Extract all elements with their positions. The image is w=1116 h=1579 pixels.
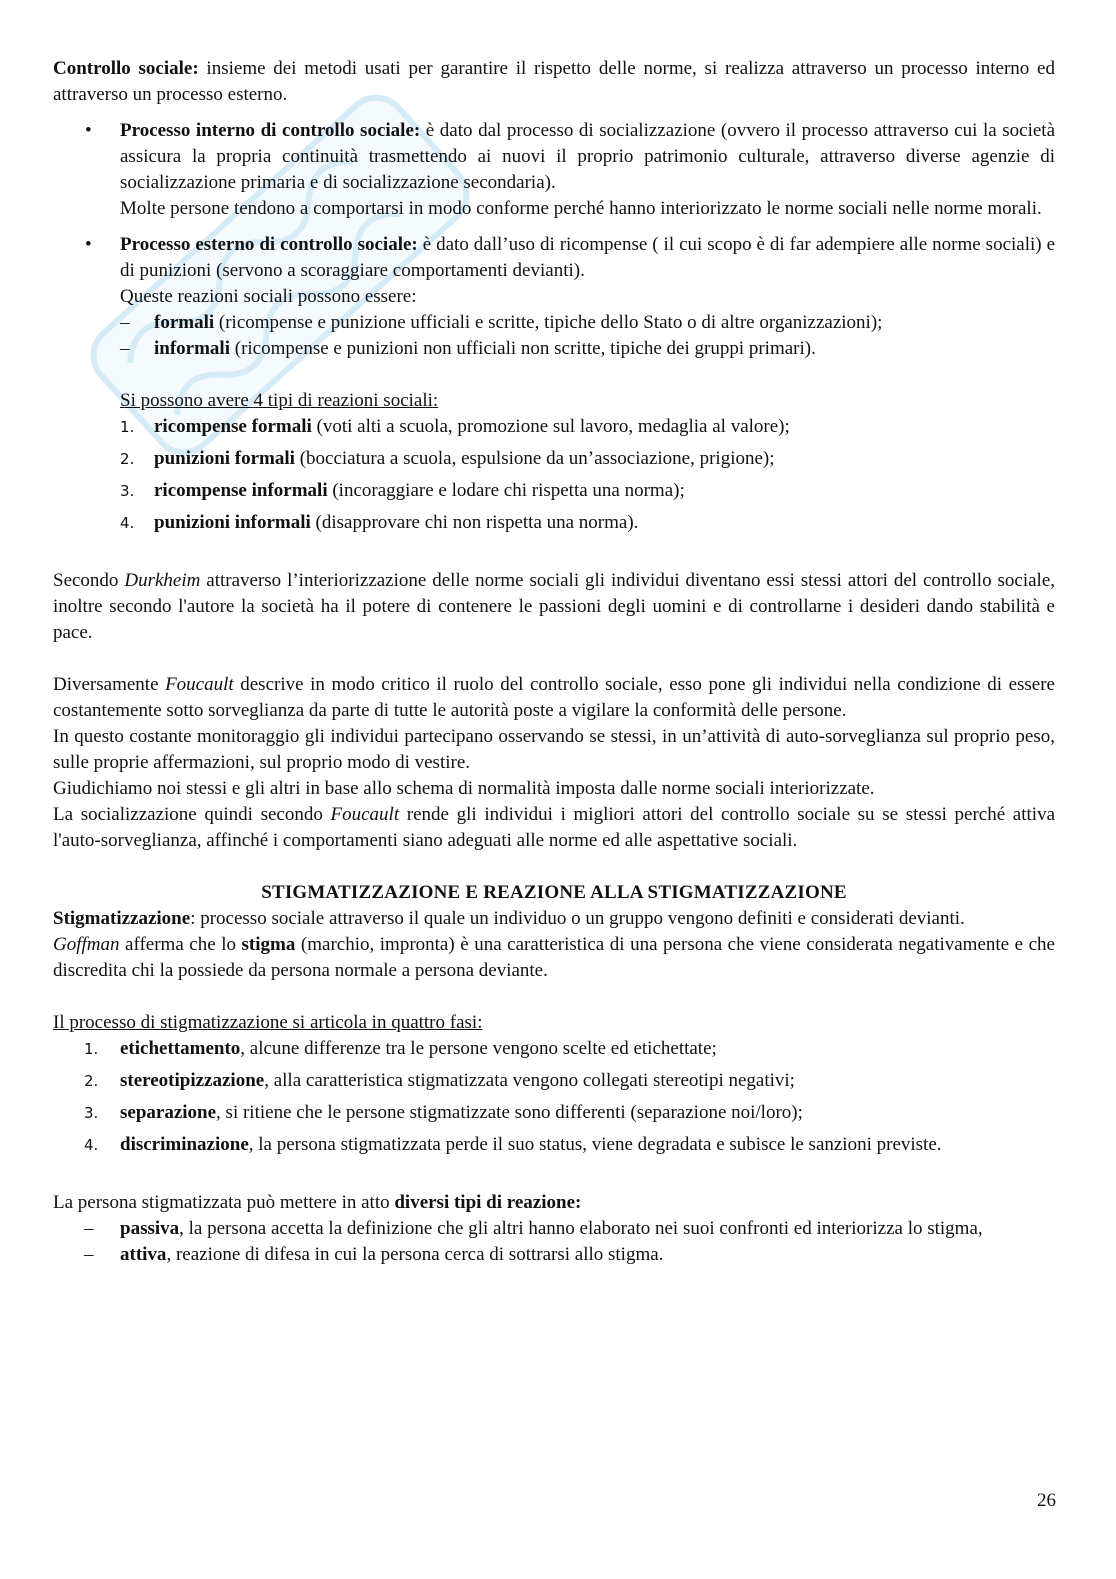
fasi-title: Il processo di stigmatizzazione si articola in quattro fasi: [53, 1012, 483, 1033]
foucault-paragraph-1: Diversamente Foucault descrive in modo critico il ruolo del controllo sociale, esso pone gli individui nella condizione di essere costantemente sotto sorveglianza da parte di tutte le autorità poste a vigilare la conformità delle persone. [53, 674, 1055, 721]
reazione-paragraph: La persona stigmatizzata può mettere in atto diversi tipi di reazione: [53, 1192, 582, 1213]
dash-icon: – [120, 312, 130, 333]
list-item: – informali (ricompense e punizioni non ufficiali non scritte, tipiche dei gruppi primari). [53, 336, 1055, 362]
reazioni-intro: Queste reazioni sociali possono essere: [120, 286, 417, 307]
goffman-paragraph: Goffman afferma che lo stigma (marchio, impronta) è una caratteristica di una persona che viene considerata negativamente e che discredita chi la possiede da persona normale a persona deviante. [53, 934, 1055, 981]
list-item: 3. ricompense informali (incoraggiare e lodare chi rispetta una norma); [120, 480, 685, 501]
list-item: 4. punizioni informali (disapprovare chi non rispetta una norma). [120, 512, 639, 533]
list-item: – passiva, la persona accetta la definizione che gli altri hanno elaborato nei suoi confronti ed interiorizza lo stigma, [53, 1216, 1055, 1242]
reazioni-list [53, 1216, 1055, 1268]
reazioni-types-list [53, 310, 1055, 362]
controllo-sociale-def: insieme dei metodi usati per garantire il rispetto delle norme, si realizza attraverso un processo interno ed attraverso un processo esterno. [53, 58, 1055, 105]
fasi-list [53, 1036, 1055, 1158]
foucault-paragraph-2: In questo costante monitoraggio gli individui partecipano osservando se stessi, in un’attività di auto-sorveglianza sul proprio peso, sulle proprie affermazioni, sul proprio modo di vestire. [53, 726, 1055, 773]
bullet-icon: • [85, 234, 92, 255]
durkheim-paragraph: Secondo Durkheim attraverso l’interiorizzazione delle norme sociali gli individui diventano essi stessi attori del controllo sociale, inoltre secondo l'autore la società ha il potere di contenere le passioni degli uomini e di controllarne i desideri dando stabilità e pace. [53, 570, 1055, 643]
dash-icon: – [84, 1218, 94, 1239]
list-item: 3. separazione, si ritiene che le persone stigmatizzate sono differenti (separazione noi/loro); [84, 1102, 803, 1123]
controllo-sociale-paragraph [53, 56, 1055, 108]
goffman-name: Goffman [53, 934, 120, 955]
foucault-paragraph-3: Giudichiamo noi stessi e gli altri in base allo schema di normalità imposta dalle norme sociali interiorizzate. [53, 778, 875, 799]
list-item: – attiva, reazione di difesa in cui la persona cerca di sottrarsi allo stigma. [53, 1242, 1055, 1268]
foucault-name: Foucault [330, 804, 400, 825]
processo-interno-item [53, 118, 1055, 222]
list-item: 2. stereotipizzazione, alla caratteristica stigmatizzata vengono collegati stereotipi negativi; [84, 1070, 795, 1091]
list-item: 1. ricompense formali (voti alti a scuola, promozione sul lavoro, medaglia al valore); [120, 416, 790, 437]
list-item: 4. discriminazione, la persona stigmatizzata perde il suo status, viene degradata e subisce le sanzioni previste. [84, 1134, 942, 1155]
stigmatizzazione-paragraph: Stigmatizzazione: processo sociale attraverso il quale un individuo o un gruppo vengono definiti e considerati devianti. [53, 908, 965, 929]
foucault-name: Foucault [165, 674, 234, 695]
page-number: 26 [1037, 1490, 1056, 1511]
processo-esterno-def: è dato dall’uso di ricompense ( il cui scopo è di far adempiere alle norme sociali) e di punizioni (servono a scoraggiare comportamenti devianti). [120, 234, 1056, 281]
foucault-paragraph-4: La socializzazione quindi secondo Foucault rende gli individui i migliori attori del controllo sociale su se stessi perché attiva l'auto-sorveglianza, affinché i comportamenti siano adeguati alle norme ed alle aspettative sociali. [53, 804, 1055, 851]
document-page [53, 56, 1055, 1268]
processo-esterno-term: Processo esterno di controllo sociale: [120, 234, 418, 255]
reazioni-list-title: Si possono avere 4 tipi di reazioni sociali: [120, 390, 439, 411]
list-item: 2. punizioni formali (bocciatura a scuola, espulsione da un’associazione, prigione); [120, 448, 775, 469]
dash-icon: – [84, 1244, 94, 1265]
list-item: – formali (ricompense e punizione ufficiali e scritte, tipiche dello Stato o di altre organizzazioni); [53, 310, 1055, 336]
processo-esterno-item [53, 232, 1055, 310]
processo-interno-extra: Molte persone tendono a comportarsi in modo conforme perché hanno interiorizzato le norme sociali nelle norme morali. [120, 198, 1042, 219]
list-item: 1. etichettamento, alcune differenze tra le persone vengono scelte ed etichettate; [84, 1038, 717, 1059]
processo-interno-term: Processo interno di controllo sociale: [120, 120, 421, 141]
reazioni-sociali-list [53, 414, 1055, 536]
dash-icon: – [120, 338, 130, 359]
bullet-icon: • [85, 120, 92, 141]
section-heading: STIGMATIZZAZIONE E REAZIONE ALLA STIGMATIZZAZIONE [261, 882, 847, 903]
processo-interno-def: è dato dal processo di socializzazione (ovvero il processo attraverso cui la società assicura la propria continuità trasmettendo ai nuovi il proprio patrimonio culturale, attraverso diverse agenzie di socializzazione primaria e di socializzazione secondaria). [120, 120, 1056, 193]
stigmatizzazione-term: Stigmatizzazione [53, 908, 191, 929]
controllo-sociale-term: Controllo sociale: [53, 58, 199, 79]
durkheim-name: Durkheim [124, 570, 201, 591]
